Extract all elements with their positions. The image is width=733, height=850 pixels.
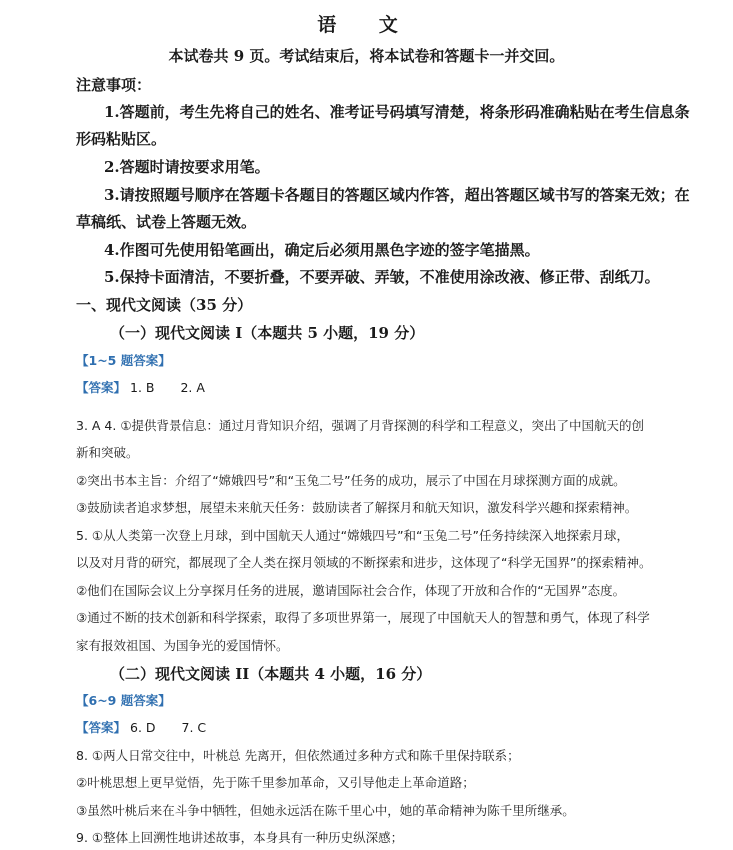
answer-line: 9. ①整体上回溯性地讲述故事，本身具有一种历史纵深感； [76,830,404,845]
answer-line: 新和突破。 [76,445,139,460]
part1-heading: （一）现代文阅读 I（本题共 5 小题，19 分） [110,324,425,342]
answer-line: ③通过不断的技术创新和科学探索，取得了多项世界第一，展现了中国航天人的智慧和勇气，体现了科学 [76,610,650,625]
note-item-5: 5.保持卡面清洁，不要折叠，不要弄破、弄皱，不准使用涂改液、修正带、刮纸刀。 [104,268,660,286]
note-item-2: 2.答题时请按要求用笔。 [104,158,270,176]
notes-heading: 注意事项： [76,76,152,94]
answer-line: ②叶桃思想上更早觉悟，先于陈千里参加革命，又引导他走上革命道路； [76,775,475,790]
part2-answer [76,718,206,736]
answer-line: 5. ①从人类第一次登上月球，到中国航天人通过“嫦娥四号”和“玉兔二号”任务持续深入地探索月球， [76,528,630,543]
answer-line: ②他们在国际会议上分享探月任务的进展，邀请国际社会合作，体现了开放和合作的“无国界”态度。 [76,583,626,598]
part2-tag: 【6~9 题答案】 [76,693,171,708]
part1-answer [76,378,205,396]
answer-q1: 1. B [130,380,155,395]
answer-label: 【答案】 [76,380,127,395]
answer-line: 以及对月背的研究，都展现了全人类在探月领域的不断探索和进步，这体现了“科学无国界”的探索精神。 [76,555,652,570]
answer-line: ②突出书本主旨：介绍了“嫦娥四号”和“玉兔二号”任务的成功，展示了中国在月球探测方面的成就。 [76,473,626,488]
note-item-1-cont: 形码粘贴区。 [76,130,167,148]
note-item-3: 3.请按照题号顺序在答题卡各题目的答题区域内作答，超出答题区域书写的答案无效；在 [104,186,690,204]
note-item-3-cont: 草稿纸、试卷上答题无效。 [76,213,257,231]
part1-tag: 【1~5 题答案】 [76,353,171,368]
answer-line: 家有报效祖国、为国争光的爱国情怀。 [76,638,289,653]
answer-label: 【答案】 [76,720,127,735]
answer-q7: 7. C [181,720,207,735]
note-item-4: 4.作图可先使用铅笔画出，确定后必须用黑色字迹的签字笔描黑。 [104,241,540,259]
answer-line: 3. A 4. ①提供背景信息：通过月背知识介绍，强调了月背探测的科学和工程意义，突出了中国航天的创 [76,418,645,433]
answer-q6: 6. D [130,720,156,735]
answer-q2: 2. A [180,380,205,395]
answer-line: 8. ①两人日常交往中，叶桃总 先离开，但依然通过多种方式和陈千里保持联系； [76,748,520,763]
note-item-1: 1.答题前，考生先将自己的姓名、准考证号码填写清楚，将条形码准确粘贴在考生信息条 [104,103,690,121]
page-title: 语 文 [317,14,416,36]
answer-line: ③虽然叶桃后来在斗争中牺牲，但她永远活在陈千里心中，她的革命精神为陈千里所继承。 [76,803,575,818]
section-heading: 一、现代文阅读（35 分） [76,296,253,314]
exam-instruction: 本试卷共 9 页。考试结束后，将本试卷和答题卡一并交回。 [168,47,565,65]
answer-line: ③鼓励读者追求梦想，展望未来航天任务：鼓励读者了解探月和航天知识，激发科学兴趣和探索精神。 [76,500,638,515]
part2-heading: （二）现代文阅读 II（本题共 4 小题，16 分） [110,665,432,683]
